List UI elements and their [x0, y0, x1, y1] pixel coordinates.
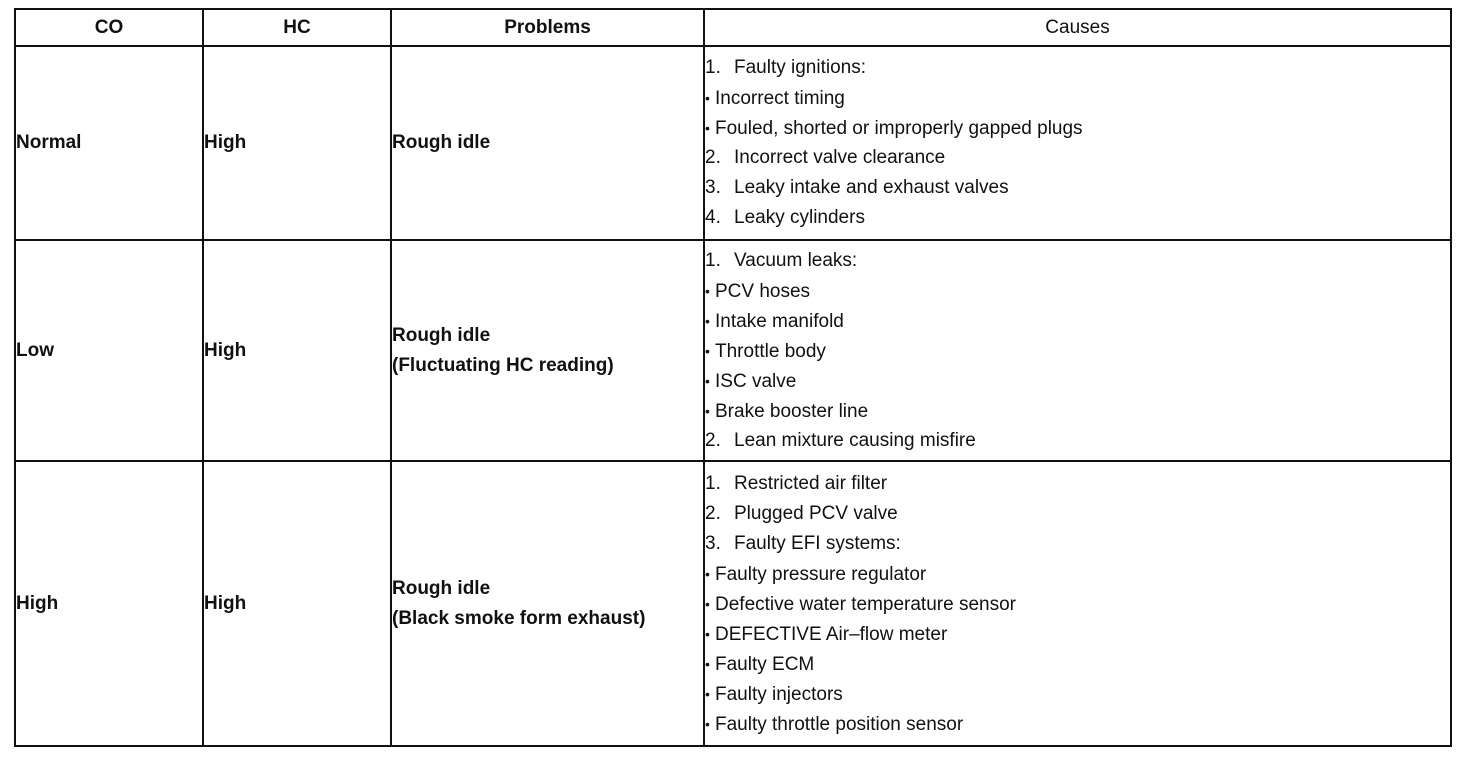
bullet-cause	[705, 589, 1450, 619]
cause-number: 1.	[705, 57, 721, 78]
bullet-icon: •	[705, 342, 710, 359]
bullet-cause	[705, 396, 1450, 426]
cause-text: Defective water temperature sensor	[715, 593, 1016, 615]
co-value: Normal	[15, 46, 203, 240]
cause-text: Faulty ECM	[715, 653, 815, 675]
cause-number: 4.	[705, 207, 721, 228]
bullet-cause	[705, 619, 1450, 649]
table-row	[15, 461, 1451, 746]
cause-number: 3.	[705, 532, 721, 554]
bullet-icon: •	[705, 120, 710, 136]
numbered-cause	[705, 203, 1450, 233]
cause-number: 1.	[705, 472, 721, 494]
bullet-icon: •	[705, 685, 710, 702]
hc-value: High	[203, 240, 391, 461]
cause-text: PCV hoses	[715, 280, 811, 302]
cause-text: Faulty EFI systems:	[734, 532, 901, 554]
hc-value: High	[203, 461, 391, 746]
cause-text: Throttle body	[715, 340, 826, 362]
cause-text: DEFECTIVE Air–flow meter	[715, 623, 948, 645]
numbered-cause	[705, 499, 1450, 529]
header-row	[15, 9, 1451, 46]
cause-number: 1.	[705, 249, 721, 271]
causes-cell	[704, 240, 1451, 461]
cause-text: Faulty pressure regulator	[715, 563, 927, 585]
cause-text: Restricted air filter	[734, 472, 888, 494]
bullet-cause	[705, 306, 1450, 336]
cause-text: Faulty throttle position sensor	[715, 713, 964, 735]
header-problems: Problems	[391, 9, 704, 46]
numbered-cause	[705, 143, 1450, 173]
bullet-cause	[705, 336, 1450, 366]
cause-text: ISC valve	[715, 370, 797, 392]
numbered-cause	[705, 426, 1450, 456]
cause-text: Lean mixture causing misfire	[734, 429, 976, 451]
numbered-cause	[705, 246, 1450, 276]
table-row	[15, 240, 1451, 461]
cause-number: 2.	[705, 147, 721, 168]
causes-cell	[704, 461, 1451, 746]
table-row	[15, 46, 1451, 240]
bullet-cause	[705, 709, 1450, 739]
bullet-cause	[705, 366, 1450, 396]
bullet-icon: •	[705, 655, 710, 672]
cause-text: Fouled, shorted or improperly gapped plugs	[715, 118, 1083, 139]
bullet-icon: •	[705, 312, 710, 329]
cause-number: 2.	[705, 429, 721, 451]
table-body	[15, 46, 1451, 746]
diagnosis-table	[14, 8, 1452, 747]
numbered-cause	[705, 469, 1450, 499]
bullet-cause	[705, 649, 1450, 679]
problem-cell	[391, 240, 704, 461]
problem-cell	[391, 461, 704, 746]
cause-text: Faulty ignitions:	[734, 57, 867, 78]
problem-line: Rough idle	[392, 132, 491, 153]
cause-text: Incorrect valve clearance	[734, 147, 946, 168]
cause-text: Faulty injectors	[715, 683, 843, 705]
hc-value: High	[203, 46, 391, 240]
bullet-icon: •	[705, 715, 710, 732]
bullet-icon: •	[705, 595, 710, 612]
bullet-cause	[705, 559, 1450, 589]
problem-cell	[391, 46, 704, 240]
numbered-cause	[705, 53, 1450, 83]
cause-text: Vacuum leaks:	[734, 249, 858, 271]
bullet-icon: •	[705, 625, 710, 642]
co-value: Low	[15, 240, 203, 461]
cause-text: Leaky cylinders	[734, 207, 865, 228]
problem-line: Rough idle	[392, 577, 491, 599]
bullet-cause	[705, 276, 1450, 306]
header-hc: HC	[203, 9, 391, 46]
bullet-icon: •	[705, 90, 710, 106]
cause-text: Incorrect timing	[715, 88, 845, 109]
numbered-cause	[705, 173, 1450, 203]
cause-number: 2.	[705, 502, 721, 524]
co-value: High	[15, 461, 203, 746]
bullet-cause	[705, 113, 1450, 143]
problem-line: (Black smoke form exhaust)	[392, 607, 646, 629]
problem-line: Rough idle	[392, 324, 491, 346]
bullet-cause	[705, 679, 1450, 709]
bullet-icon: •	[705, 565, 710, 582]
bullet-icon: •	[705, 372, 710, 389]
bullet-icon: •	[705, 402, 710, 419]
cause-text: Plugged PCV valve	[734, 502, 898, 524]
cause-number: 3.	[705, 177, 721, 198]
causes-cell	[704, 46, 1451, 240]
cause-text: Leaky intake and exhaust valves	[734, 177, 1009, 198]
numbered-cause	[705, 529, 1450, 559]
problem-line: (Fluctuating HC reading)	[392, 354, 614, 376]
bullet-cause	[705, 83, 1450, 113]
bullet-icon: •	[705, 282, 710, 299]
cause-text: Intake manifold	[715, 310, 844, 332]
header-causes: Causes	[704, 9, 1451, 46]
cause-text: Brake booster line	[715, 400, 869, 422]
header-co: CO	[15, 9, 203, 46]
